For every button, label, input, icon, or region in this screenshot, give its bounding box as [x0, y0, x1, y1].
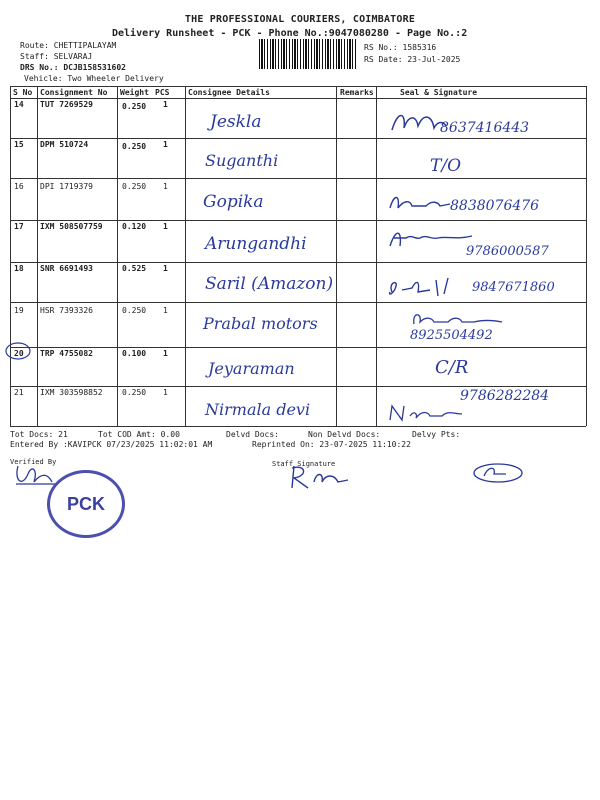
staff-signature [286, 462, 352, 492]
rs-date: RS Date: 23-Jul-2025 [364, 55, 461, 64]
signature-scribble [386, 402, 466, 424]
col-header-sno: S No [13, 88, 33, 97]
signature-scribble [388, 108, 448, 138]
row-pcs: 1 [163, 140, 168, 149]
vehicle-label: Vehicle: Two Wheeler Delivery [24, 74, 164, 83]
row-seal-handwritten: T/O [430, 156, 462, 176]
table-row [10, 220, 586, 262]
drs-label-text: DRS No.: [20, 63, 59, 72]
table-row [10, 98, 586, 138]
table-row [10, 386, 586, 426]
signature-scribble [408, 308, 504, 330]
row-seal-handwritten: 8925504492 [410, 328, 493, 343]
row-weight: 0.250 [122, 142, 147, 151]
row-sno: 16 [14, 182, 24, 191]
non-delivered-docs: Non Delvd Docs: [308, 430, 381, 439]
row-seal-handwritten: 8637416443 [440, 120, 530, 136]
row-consignee-handwritten: Arungandhi [205, 234, 307, 254]
row-seal-handwritten: 9786000587 [466, 244, 549, 259]
row-consignee-handwritten: Nirmala devi [205, 400, 311, 419]
row-pcs: 1 [163, 222, 168, 231]
row-consignee-handwritten: Suganthi [205, 151, 279, 170]
verified-by-label: Verified By [10, 458, 57, 466]
table-row [10, 178, 586, 220]
row-pcs: 1 [163, 264, 168, 273]
barcode-image [259, 39, 357, 69]
row-seal-handwritten: 8838076476 [450, 198, 540, 214]
col-header-remarks: Remarks [340, 88, 374, 97]
document-subtitle: Delivery Runsheet - PCK - Phone No.:9047080280 - Page No.:2 [112, 28, 468, 39]
row-sno: 19 [14, 306, 24, 315]
row-consignee-handwritten: Prabal motors [203, 314, 318, 333]
row-seal-handwritten: 9786282284 [460, 388, 550, 404]
row-seal-handwritten: 9847671860 [472, 280, 555, 295]
delivered-docs: Delvd Docs: [226, 430, 279, 439]
row-pcs: 1 [163, 388, 168, 397]
drs-label [20, 63, 126, 72]
row-consignment-no: DPI 1719379 [40, 182, 93, 191]
row-sno: 14 [14, 100, 24, 109]
table-row [10, 302, 586, 347]
initials-scribble [470, 460, 526, 486]
row-consignment-no: HSR 7393326 [40, 306, 93, 315]
circled-row-mark [5, 341, 33, 361]
row-consignment-no: IXM 508507759 [40, 222, 103, 231]
row-pcs: 1 [163, 306, 168, 315]
col-header-seal-signature: Seal & Signature [400, 88, 478, 97]
row-consignee-handwritten: Jeyaraman [208, 359, 295, 378]
row-sno: 17 [14, 222, 24, 231]
col-header-pcs: PCS [155, 88, 170, 97]
route-label: Route: CHETTIPALAYAM [20, 41, 117, 50]
row-sno: 21 [14, 388, 24, 397]
drs-number: DCJB158531602 [63, 63, 126, 72]
row-consignment-no: DPM 510724 [40, 140, 89, 149]
row-seal-handwritten: C/R [435, 357, 469, 378]
total-cod-amount: Tot COD Amt: 0.00 [98, 430, 180, 439]
row-weight: 0.120 [122, 222, 147, 231]
col-header-weight: Weight [120, 88, 149, 97]
signature-scribble [386, 226, 476, 252]
total-docs: Tot Docs: 21 [10, 430, 68, 439]
row-sno: 18 [14, 264, 24, 273]
rs-number: RS No.: 1585316 [364, 43, 437, 52]
signature-scribble [386, 190, 452, 216]
row-consignee-handwritten: Gopika [203, 192, 264, 212]
row-weight: 0.250 [122, 102, 147, 111]
runsheet-table [10, 86, 586, 426]
row-pcs: 1 [163, 182, 168, 191]
row-consignee-handwritten: Jeskla [210, 112, 262, 132]
document-title: THE PROFESSIONAL COURIERS, COIMBATORE [184, 14, 416, 25]
row-weight: 0.100 [122, 349, 147, 358]
delivery-points: Delvy Pts: [412, 430, 461, 439]
row-pcs: 1 [163, 349, 168, 358]
row-consignment-no: IXM 303598852 [40, 388, 103, 397]
row-weight: 0.250 [122, 388, 147, 397]
table-row [10, 347, 586, 386]
row-consignment-no: SNR 6691493 [40, 264, 93, 273]
row-pcs: 1 [163, 100, 168, 109]
entered-by: Entered By :KAVIPCK 07/23/2025 11:02:01 AM [10, 440, 213, 449]
signature-scribble [386, 274, 470, 300]
row-consignment-no: TUT 7269529 [40, 100, 93, 109]
staff-label: Staff: SELVARAJ [20, 52, 93, 61]
row-weight: 0.525 [122, 264, 147, 273]
row-consignment-no: TRP 4755082 [40, 349, 93, 358]
row-weight: 0.250 [122, 182, 147, 191]
row-consignee-handwritten: Saril (Amazon) [205, 274, 334, 294]
row-sno: 20 [14, 349, 24, 358]
table-row [10, 262, 586, 302]
staff-signature-label: Staff Signature [272, 460, 336, 468]
col-header-consignment: Consignment No [40, 88, 108, 97]
col-header-consignee: Consignee Details [188, 88, 270, 97]
row-sno: 15 [14, 140, 24, 149]
row-weight: 0.250 [122, 306, 147, 315]
table-row [10, 138, 586, 178]
pck-stamp: PCK [47, 470, 125, 538]
reprinted-on: Reprinted On: 23-07-2025 11:10:22 [252, 440, 411, 449]
